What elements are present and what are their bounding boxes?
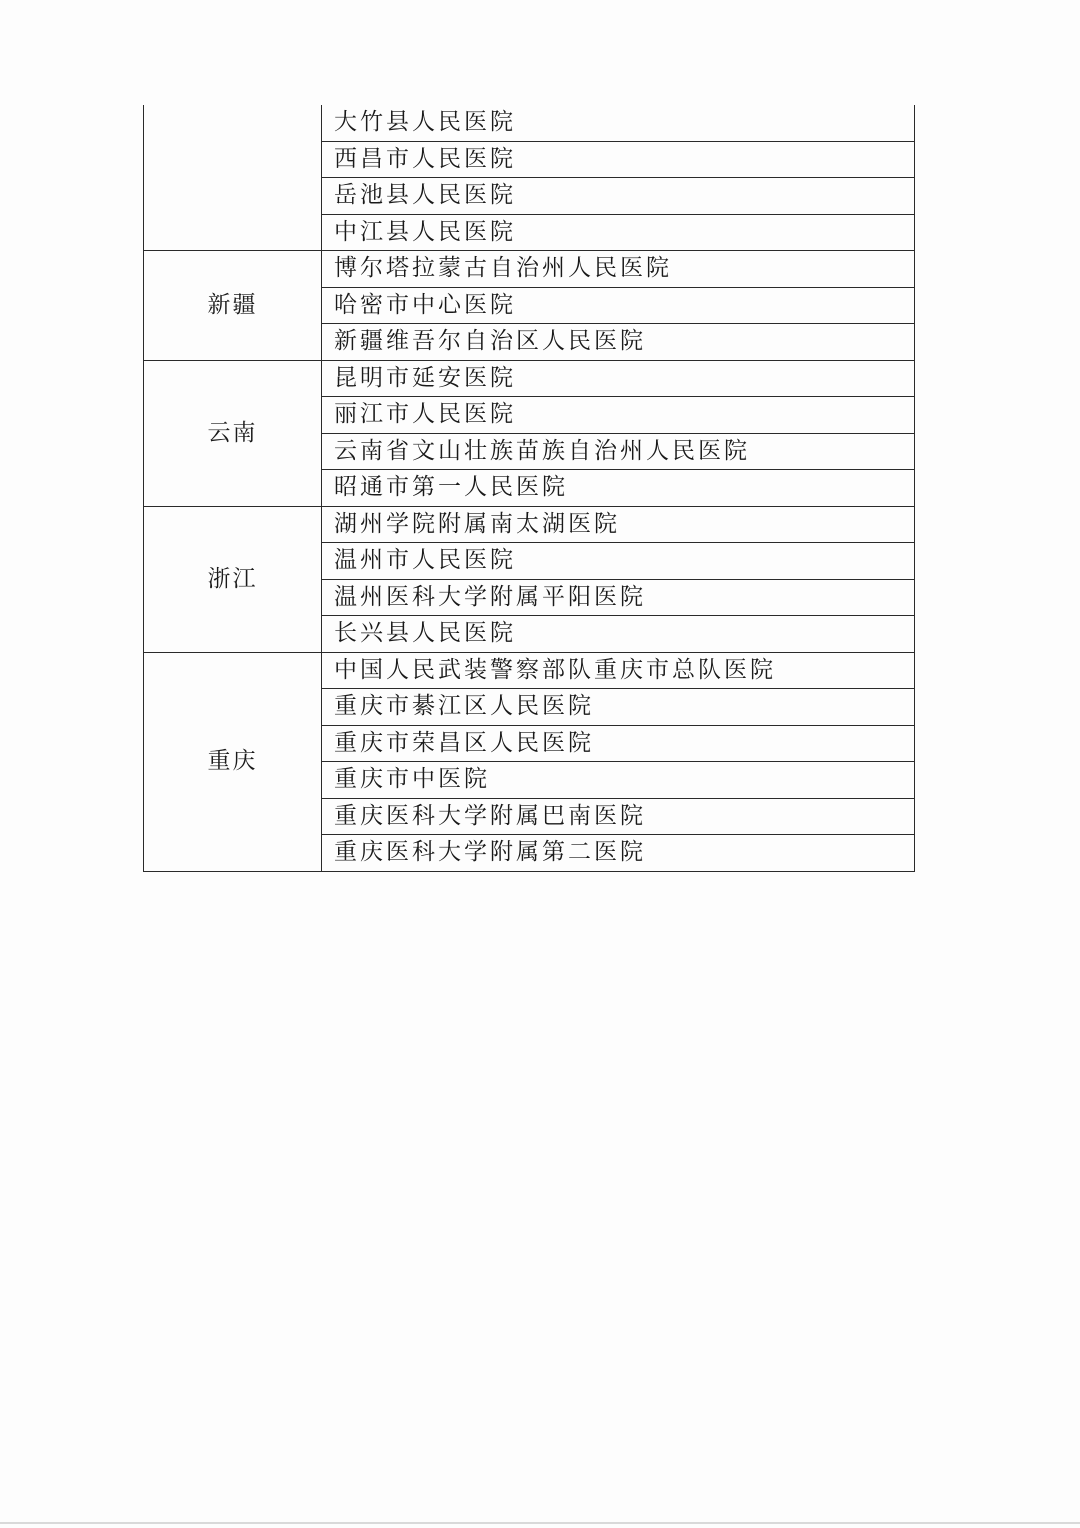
hospital-name-cell: 重庆市荣昌区人民医院: [322, 725, 915, 762]
hospital-name-cell: 湖州学院附属南太湖医院: [322, 506, 915, 543]
hospital-name-cell: 昭通市第一人民医院: [322, 470, 915, 507]
province-cell: [144, 105, 322, 251]
hospital-name-cell: 温州医科大学附属平阳医院: [322, 579, 915, 616]
hospital-name-cell: 重庆市綦江区人民医院: [322, 689, 915, 726]
page-bottom-edge: [0, 1522, 1080, 1524]
hospital-name-cell: 重庆医科大学附属巴南医院: [322, 798, 915, 835]
hospital-name-cell: 丽江市人民医院: [322, 397, 915, 434]
hospital-name-cell: 长兴县人民医院: [322, 616, 915, 653]
province-cell: 浙江: [144, 506, 322, 652]
table-row: [144, 360, 915, 397]
hospital-name-cell: 昆明市延安医院: [322, 360, 915, 397]
table-row: [144, 506, 915, 543]
hospital-name-cell: 中江县人民医院: [322, 214, 915, 251]
hospital-table-body: [144, 105, 915, 871]
hospital-name-cell: 重庆市中医院: [322, 762, 915, 799]
hospital-name-cell: 新疆维吾尔自治区人民医院: [322, 324, 915, 361]
hospital-name-cell: 云南省文山壮族苗族自治州人民医院: [322, 433, 915, 470]
table-row: [144, 105, 915, 141]
hospital-name-cell: 中国人民武装警察部队重庆市总队医院: [322, 652, 915, 689]
province-cell: 新疆: [144, 251, 322, 361]
province-cell: 云南: [144, 360, 322, 506]
hospital-name-cell: 温州市人民医院: [322, 543, 915, 580]
hospital-table: [143, 105, 915, 872]
table-row: [144, 251, 915, 288]
hospital-name-cell: 大竹县人民医院: [322, 105, 915, 141]
hospital-name-cell: 西昌市人民医院: [322, 141, 915, 178]
hospital-name-cell: 岳池县人民医院: [322, 178, 915, 215]
hospital-name-cell: 哈密市中心医院: [322, 287, 915, 324]
table-row: [144, 652, 915, 689]
hospital-name-cell: 重庆医科大学附属第二医院: [322, 835, 915, 872]
hospital-name-cell: 博尔塔拉蒙古自治州人民医院: [322, 251, 915, 288]
province-cell: 重庆: [144, 652, 322, 871]
